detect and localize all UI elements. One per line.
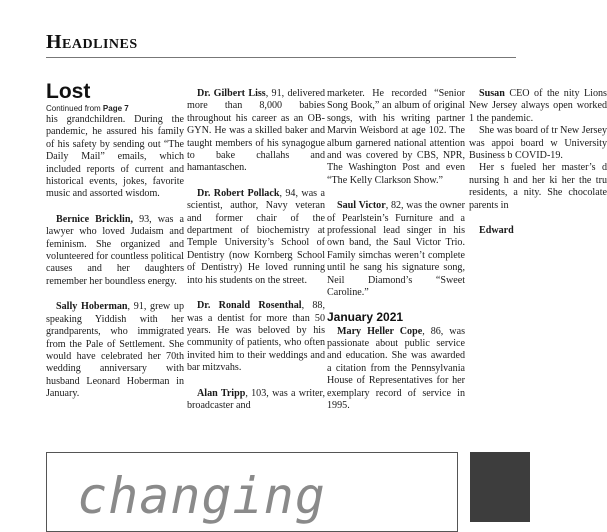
paragraph: marketer. He recorded “Senior Song Book,” an album of original songs, with his writing partner Marvin Weisbord at age 102. The album garnered national attention and was covered by CBS, NPR, The Washington Post and even “The Kelly Clarkson Show.” (327, 88, 465, 186)
header-rule (46, 57, 516, 58)
obituary-entry: Saul Victor, 82, was the owner of Pearlstein’s Furniture and a professional lead singer in his own band, the Saul Victor Trio. Family simchas weren’t complete until he sang his signature song, Neil Diamond’s “Sweet Caroline.” (327, 200, 465, 299)
obituary-entry: Dr. Gilbert Liss, 91, delivered more than 8,000 babies throughout his career as an OB-GYN. He was a skilled baker and taught members of his synagogue to bake challahs and hamantaschen. (187, 88, 325, 174)
obituary-entry: Sally Hoberman, 91, grew up speaking Yiddish with her grandparents, who immigrated from the Pale of Settlement. She would have celebrated her 70th wedding anniversary with husband Leonard Hoberman in January. (46, 301, 184, 400)
column-2 (187, 88, 325, 438)
person-name: Alan Tripp (197, 387, 246, 399)
person-name: Mary Heller Cope (337, 325, 423, 337)
obituary-entry: Susan CEO of the nity Lions New Jersey always open worked 1 the pandemic. (469, 88, 607, 124)
obituary-entry: Dr. Robert Pollack, 94, was a scientist, author, Navy veteran and former chair of the department of biochemistry at Temple University’s School of Dentistry (now Kornberg School of Dentistry) He loved running into his students on the street. (187, 187, 325, 286)
paragraph: his grandchildren. During the pandemic, he assured his family of his safety by sending out “The Daily Mail” emails, which included reports of current and historical events, jokes, favorite music and assorted wisdom. (46, 114, 184, 200)
continued-page: Page 7 (102, 104, 129, 113)
obituary-entry (469, 225, 607, 237)
obituary-entry: Dr. Ronald Rosenthal, 88, was a dentist for more than 50 years. He was beloved by his community of patients, who often invited him to their weddings and bar mitzvahs. (187, 300, 325, 374)
article-title: Lost (46, 80, 91, 103)
continued-from: Continued from Page 7 (46, 104, 129, 113)
paragraph: She was board of tr New Jersey was appoi board w University Business b COVID-19. (469, 125, 607, 162)
paragraph: Her s fueled her master’s d nursing h and her ki her the tru residents, a nity. She chocolate parents in (469, 162, 607, 211)
advertisement-box (46, 452, 458, 532)
person-name: Susan (479, 88, 505, 99)
person-name: Dr. Ronald Rosenthal (197, 300, 302, 312)
person-name: Bernice Bricklin, (56, 213, 133, 225)
dark-advertisement-block (470, 452, 530, 522)
person-name: Edward (479, 225, 514, 237)
obituary-entry: Mary Heller Cope, 86, was passionate about public service and education. She was awarded a citation from the Pennsylvania House of Representatives for her exemplary record of service in 1995. (327, 325, 465, 411)
obituary-entry: Alan Tripp, 103, was a writer, broadcaster and (187, 387, 325, 411)
person-name: Dr. Robert Pollack (197, 187, 280, 199)
obituary-entry: Bernice Bricklin, 93, was a lawyer who loved Judaism and feminism. She organized and volunteered for countless political causes and her daughters remember her boundless energy. (46, 213, 184, 287)
advertisement-headline: changing (77, 467, 326, 525)
person-name: Sally Hoberman (56, 301, 128, 313)
column-1 (46, 80, 184, 430)
person-name: Saul Victor (337, 200, 386, 212)
month-subhead: January 2021 (327, 309, 404, 324)
person-name: Dr. Gilbert Liss (197, 88, 266, 99)
column-4 (469, 88, 607, 438)
section-header: Headlines (46, 31, 138, 53)
column-3 (327, 88, 465, 438)
